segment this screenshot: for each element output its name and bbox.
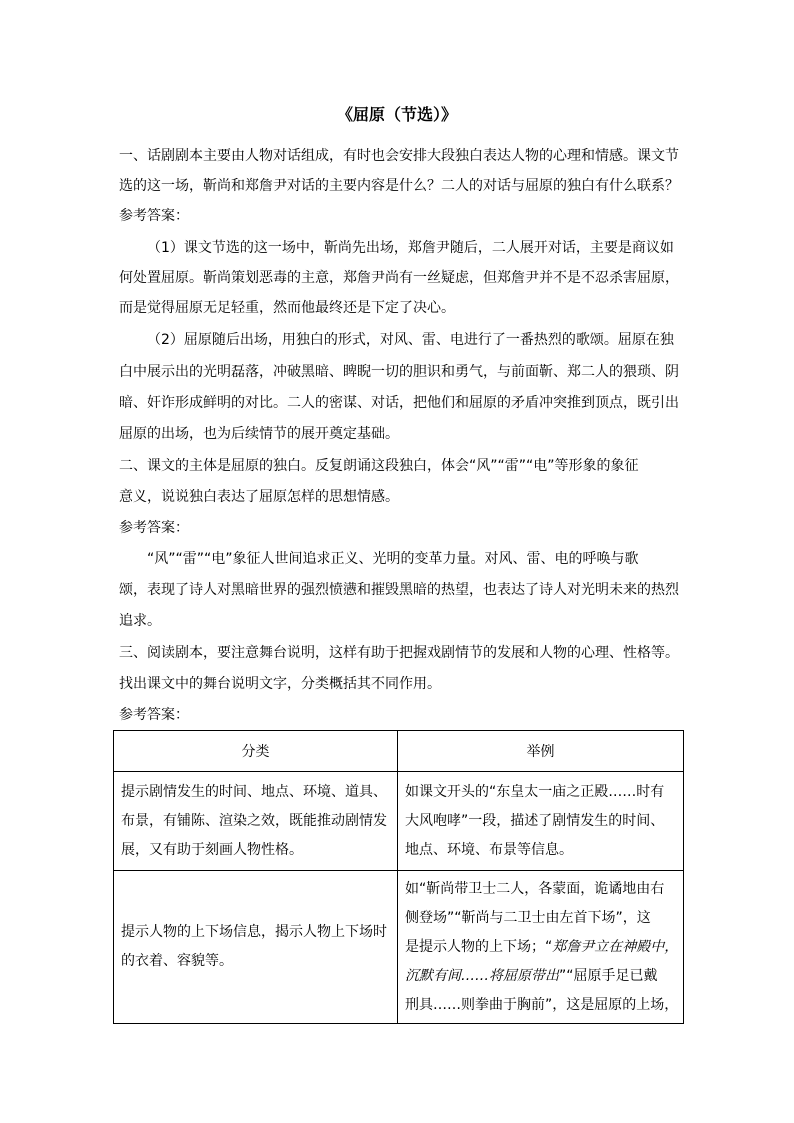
cell-text-italic: 郑詹尹立在神殿中，	[552, 938, 679, 955]
table-cell-category	[114, 871, 398, 1024]
table-cell-category	[114, 772, 398, 871]
page-title: 《屈原（节选）》	[336, 105, 457, 124]
table-cell-example	[398, 871, 684, 1024]
q1-text-line-2: 选的这一场，靳尚和郑詹尹对话的主要内容是什么？二人的对话与屈原的独白有什么联系？	[119, 178, 679, 194]
cell-line	[405, 962, 676, 991]
cell-line: 如“靳尚带卫士二人，各蒙面，诡谲地由右	[405, 880, 665, 897]
cell-line: 提示人物的上下场信息，揭示人物上下场时	[121, 924, 387, 940]
q2-answer-label: 参考答案：	[119, 520, 189, 536]
cell-text-italic: 沉默有间……将屈原带出	[405, 967, 559, 984]
q3-text-line-2: 找出课文中的舞台说明文字，分类概括其不同作用。	[119, 676, 441, 692]
q2-answer-line-2: 颂，表现了诗人对黑暗世界的强烈愤懑和摧毁黑暗的热望，也表达了诗人对光明未来的热烈	[119, 582, 679, 598]
q2-answer-line-1: “风”“雷”“电”象征人世间追求正义、光明的变革力量。对风、雷、电的呼唤与歌	[147, 551, 639, 567]
stage-directions-table	[113, 730, 684, 1024]
table-cell-example	[398, 772, 684, 871]
cell-line: 布景，有铺陈、渲染之效，既能推动剧情发	[121, 812, 387, 829]
table-row	[114, 772, 684, 871]
q3-text-line-1: 三、阅读剧本，要注意舞台说明，这样有助于把握戏剧情节的发展和人物的心理、性格等。	[119, 645, 679, 661]
table-header-category: 分类	[114, 731, 398, 772]
q1-answer-p2-line-1: （2）屈原随后出场，用独白的形式，对风、雷、电进行了一番热烈的歌颂。屈原在独	[147, 332, 674, 348]
cell-line: 提示剧情发生的时间、地点、环境、道具、	[121, 783, 387, 800]
table-header-example: 举例	[398, 731, 684, 772]
q1-answer-p1-line-1: （1）课文节选的这一场中，靳尚先出场，郑詹尹随后，二人展开对话，主要是商议如	[147, 240, 674, 256]
cell-text: 是提示人物的上下场；“	[405, 938, 553, 955]
q2-answer-line-3: 追求。	[119, 613, 161, 629]
table-row	[114, 871, 684, 1024]
q3-answer-label: 参考答案：	[119, 707, 189, 723]
cell-line: 刑具……则拳曲于胸前”，这是屈原的上场，	[405, 996, 679, 1013]
q1-text-line-1: 一、话剧剧本主要由人物对话组成，有时也会安排大段独白表达人物的心理和情感。课文节	[119, 148, 679, 164]
q1-answer-p1-line-3: 而是觉得屈原无足轻重，然而他最终还是下定了决心。	[119, 300, 455, 316]
cell-line: 的衣着、容貌等。	[121, 953, 233, 969]
q2-text-line-1: 二、课文的主体是屈原的独白。反复朗诵这段独白，体会“风”“雷”“电”等形象的象征	[119, 458, 639, 474]
cell-line: 地点、环境、布景等信息。	[405, 841, 573, 858]
q1-answer-label: 参考答案：	[119, 208, 189, 224]
cell-line: 展，又有助于刻画人物性格。	[121, 841, 303, 858]
q1-answer-p2-line-2: 白中展示出的光明磊落，冲破黑暗、睥睨一切的胆识和勇气，与前面靳、郑二人的猥琐、阴	[119, 364, 679, 380]
cell-line: 大风咆哮”一段，描述了剧情发生的时间、	[405, 812, 665, 829]
q1-answer-p2-line-3: 暗、奸诈形成鲜明的对比。二人的密谋、对话，把他们和屈原的矛盾冲突推到顶点，既引出	[119, 395, 679, 411]
q1-answer-p2-line-4: 屈原的出场，也为后续情节的展开奠定基础。	[119, 426, 399, 442]
table-header-row	[114, 731, 684, 772]
cell-text: ”“屈原手足已戴	[559, 967, 658, 984]
cell-line	[405, 933, 679, 962]
cell-line: 侧登场”“靳尚与二卫士由左首下场”，这	[405, 909, 651, 926]
cell-line: 如课文开头的“东皇太一庙之正殿……时有	[405, 783, 665, 800]
q2-text-line-2: 意义，说说独白表达了屈原怎样的思想情感。	[119, 489, 399, 505]
q1-answer-p1-line-2: 何处置屈原。靳尚策划恶毒的主意，郑詹尹尚有一丝疑虑，但郑詹尹并不是不忍杀害屈原，	[119, 270, 679, 286]
